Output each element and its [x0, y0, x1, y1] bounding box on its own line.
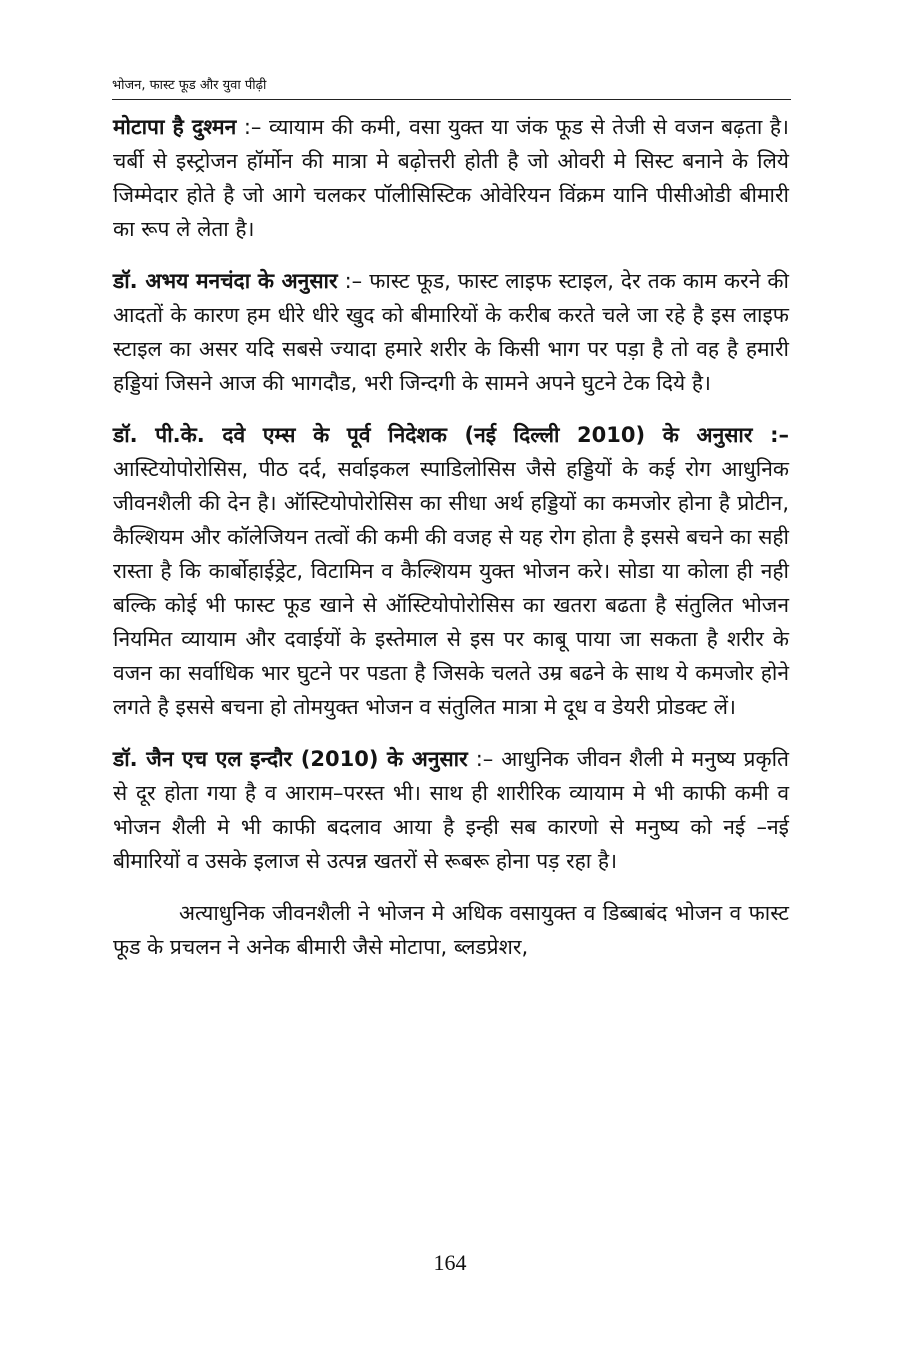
paragraph-dave — [113, 418, 789, 724]
paragraph-text: :– व्यायाम की कमी, वसा युक्त या जंक फूड से तेजी से वजन बढ़ता है। चर्बी से इस्ट्रोजन हॉर्मोन की मात्रा मे बढ़ोत्तरी होती है जो ओवरी मे सिस्ट बनाने के लिये जिम्मेदार होते है जो आगे चलकर पॉलीसिस्टिक ओवेरियन विंक्रम यानि पीसीओडी बीमारी का रूप ले लेता है। — [113, 115, 789, 241]
running-head: भोजन, फास्ट फूड और युवा पीढ़ी — [112, 78, 267, 93]
page-number: 164 — [433, 1250, 467, 1275]
paragraph-text: आस्टियोपोरोसिस, पीठ दर्द, सर्वाइकल स्पाडिलोसिस जैसे हड्डियों के कई रोग आधुनिक जीवनशैली की देन है। ऑस्टियोपोरोसिस का सीधा अर्थ हड्डियों का कमजोर होना है प्रोटीन, कैल्शियम और कॉलेजियन तत्वों की कमी की वजह से यह रोग होता है इससे बचने का सही रास्ता है कि कार्बोहाईड्रेट, विटामिन व कैल्शियम युक्त भोजन करे। सोडा या कोला ही नही बल्कि कोई भी फास्ट फूड खाने से ऑस्टियोपोरोसिस का खतरा बढता है संतुलित भोजन नियमित व्यायाम और दवाईयों के इस्तेमाल से इस पर काबू पाया जा सकता है शरीर के वजन का सर्वाधिक भार घुटने पर पडता है जिसके चलते उम्र बढने के साथ ये कमजोर होने लगते है इससे बचना हो तोमयुक्त भोजन व संतुलित मात्रा मे दूध व डेयरी प्रोडक्ट लें। — [113, 457, 789, 719]
header-rule — [112, 99, 791, 100]
paragraph-text: :– फास्ट फूड, फास्ट लाइफ स्टाइल, देर तक काम करने की आदतों के कारण हम धीरे धीरे खुद को बीमारियों के करीब करते चले जा रहे है इस लाइफ स्टाइल का असर यदि सबसे ज्यादा हमारे शरीर के किसी भाग पर पड़ा है तो वह है हमारी हड्डियां जिसने आज की भागदौड, भरी जिन्दगी के सामने अपने घुटने टेक दिये है। — [113, 269, 789, 395]
paragraph-manchanda — [113, 264, 789, 400]
paragraph-heading: मोटापा है दुश्मन — [113, 115, 237, 139]
paragraph-heading: डॉ. अभय मनचंदा के अनुसार — [113, 269, 338, 293]
paragraph-jain — [113, 742, 789, 878]
paragraph-text: :– आधुनिक जीवन शैली मे मनुष्य प्रकृति से दूर होता गया है व आराम–परस्त भी। साथ ही शारीरिक व्यायाम मे भी काफी कमी व भोजन शैली मे भी काफी बदलाव आया है इन्ही सब कारणो से मनुष्य को नई –नई बीमारियों व उसके इलाज से उत्पन्न खतरों से रूबरू होना पड़ रहा है। — [113, 747, 789, 873]
paragraph-heading: डॉ. पी.के. दवे एम्स के पूर्व निदेशक (नई दिल्ली 2010) के अनुसार :– — [113, 423, 789, 447]
paragraph-closing: अत्याधुनिक जीवनशैली ने भोजन मे अधिक वसायुक्त व डिब्बाबंद भोजन व फास्ट फूड के प्रचलन ने अनेक बीमारी जैसे मोटापा, ब्लडप्रेशर, — [113, 901, 789, 959]
paragraph-heading: डॉ. जैन एच एल इन्दौर (2010) के अनुसार — [113, 747, 468, 771]
paragraph-obesity — [113, 110, 789, 246]
body-text — [113, 110, 789, 982]
